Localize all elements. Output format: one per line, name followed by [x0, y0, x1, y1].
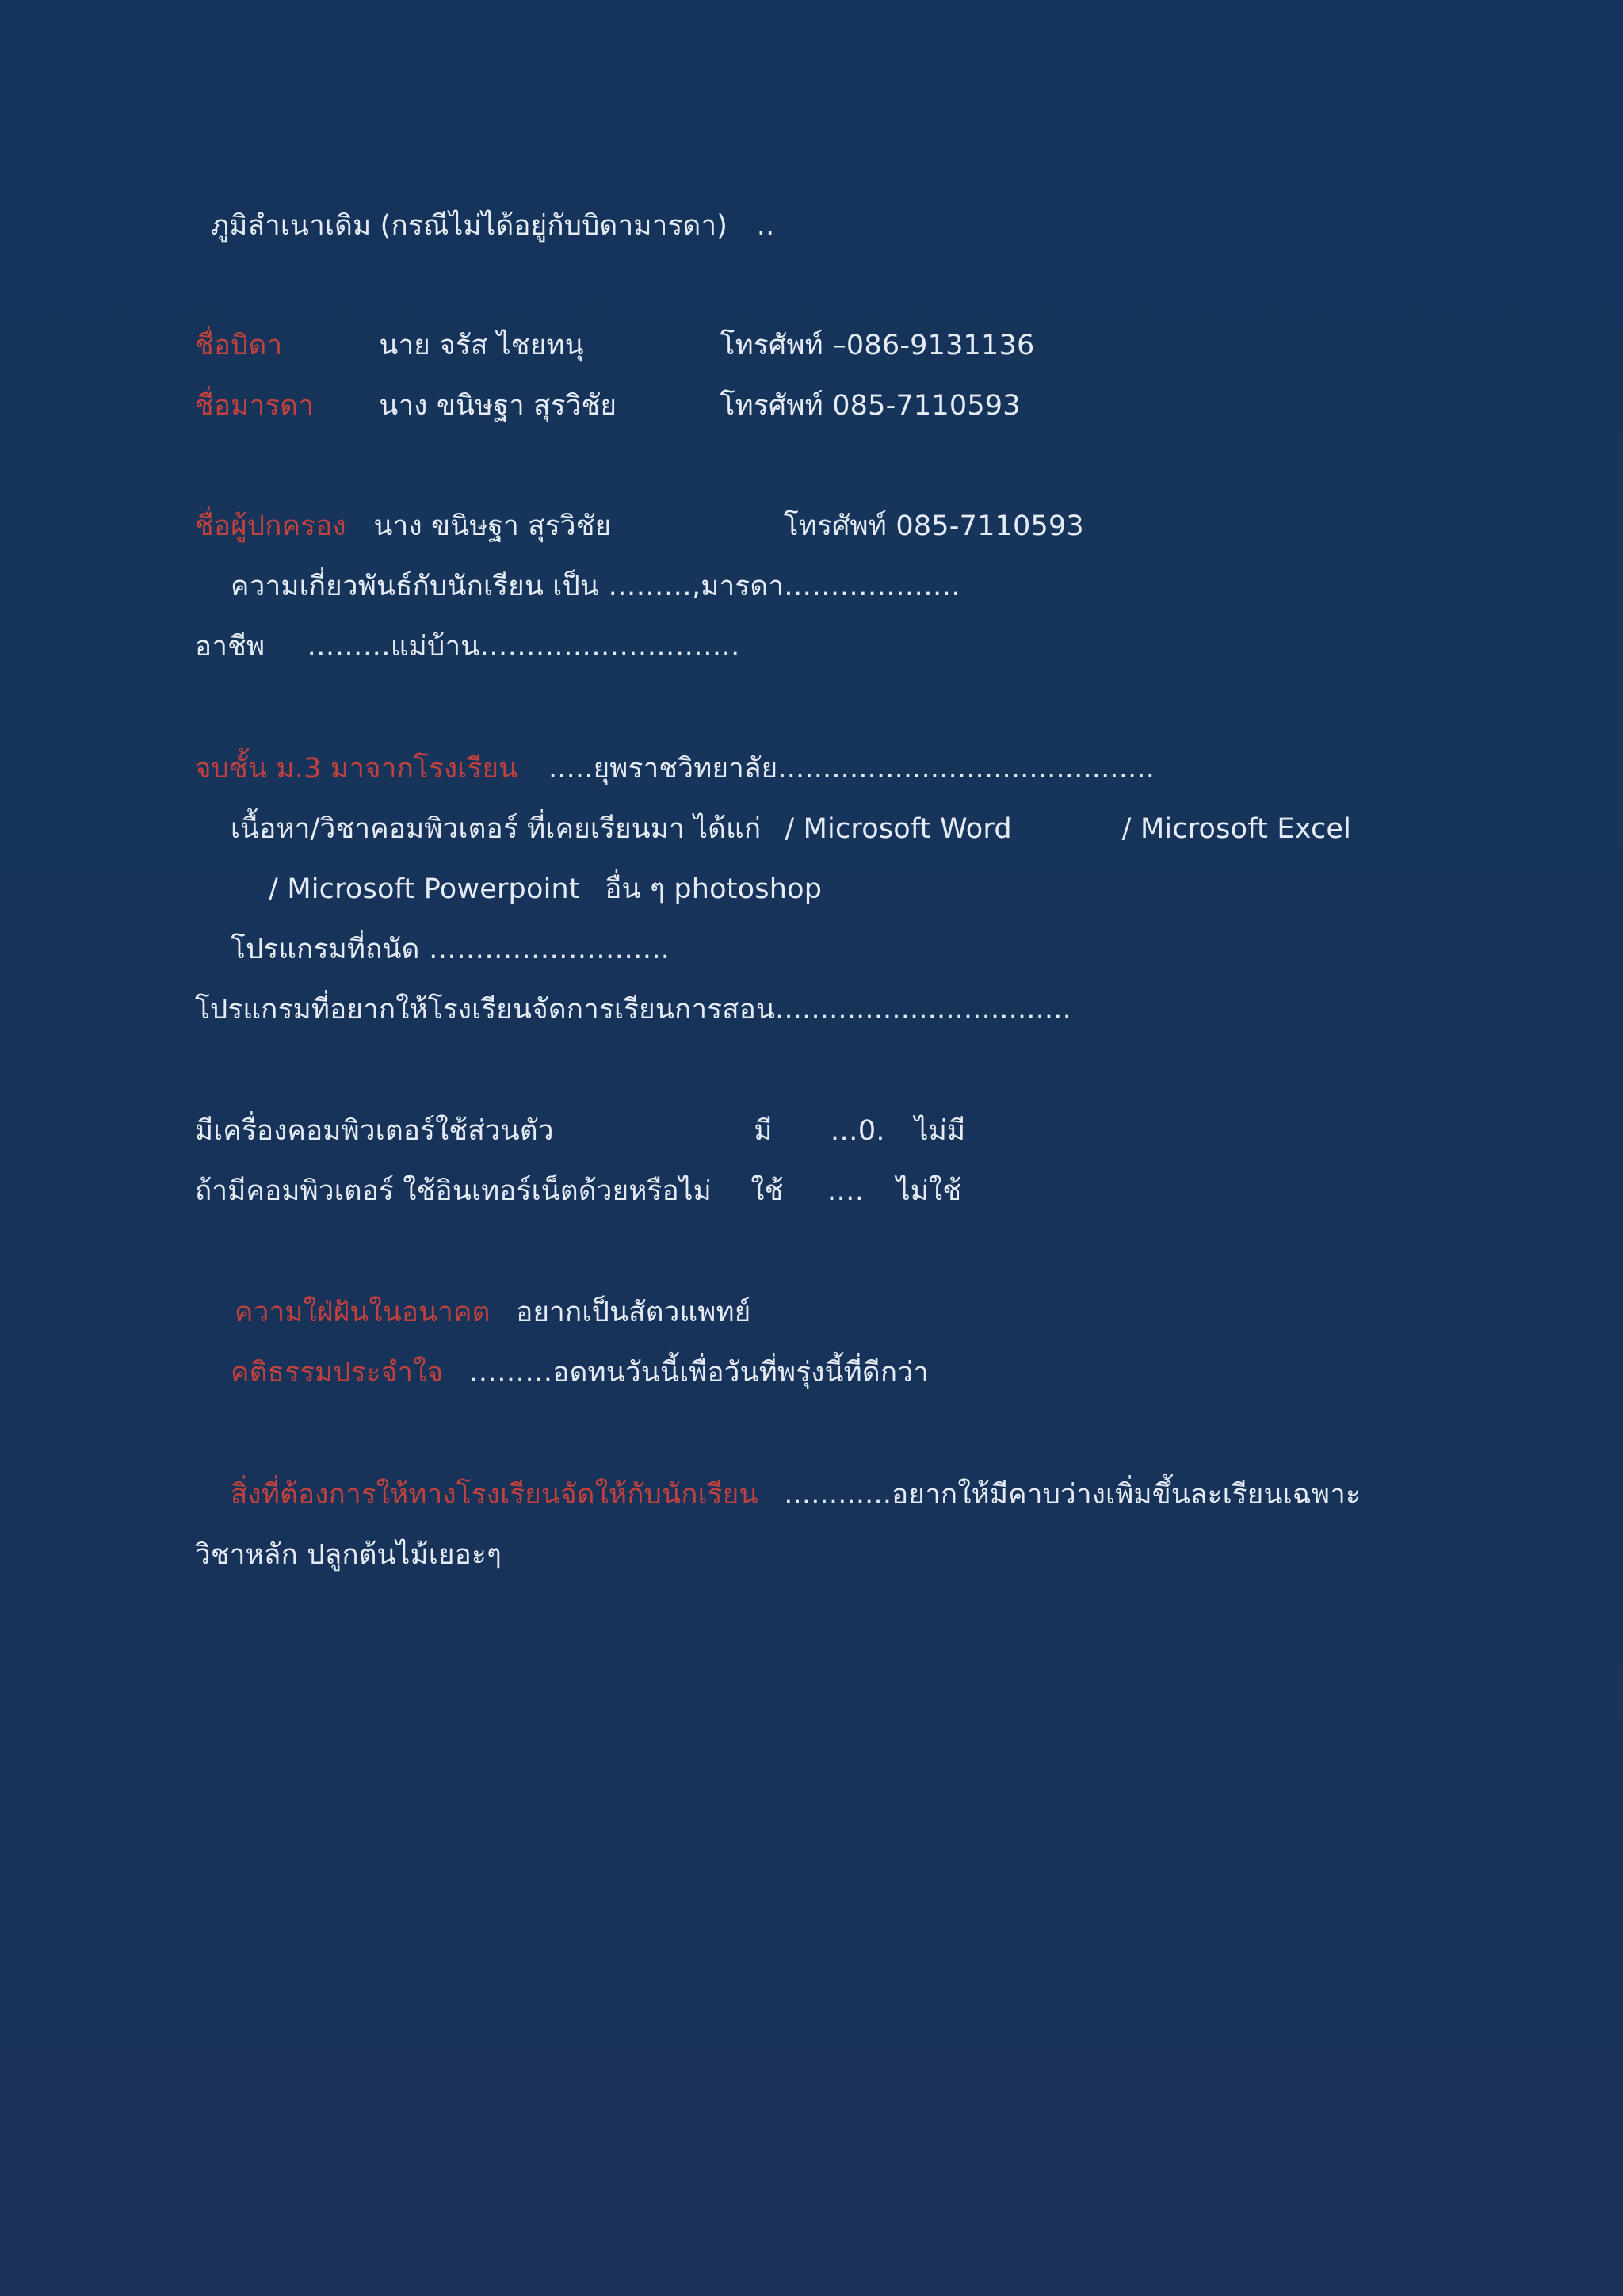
- request-value: ............อยากให้มีคาบว่างเพิ่มขึ้นละเรียนเฉพาะ: [784, 1479, 1361, 1511]
- own-computer-yes: มี: [754, 1115, 773, 1147]
- dream-line: [235, 1293, 750, 1332]
- request-line: [231, 1475, 1361, 1515]
- dream-label: ความใฝ่ฝันในอนาคต: [235, 1297, 491, 1328]
- more-subjects-line: [269, 869, 822, 909]
- request-continuation: วิชาหลัก ปลูกต้นไม้เยอะๆ: [195, 1539, 502, 1571]
- own-computer-no: ไม่มี: [914, 1115, 966, 1147]
- guardian-relationship: ความเกี่ยวพันธ์กับนักเรียน เป็น ………,มารดา……………….: [231, 571, 960, 602]
- internet-no: ไม่ใช้: [896, 1175, 962, 1207]
- request-label: สิ่งที่ต้องการให้ทางโรงเรียนจัดให้กับนักเรียน: [231, 1479, 758, 1511]
- internet-mark: ….: [827, 1175, 865, 1207]
- guardian-label: ชื่อผู้ปกครอง: [195, 510, 346, 542]
- education-label: จบชั้น ม.3 มาจากโรงเรียน: [195, 753, 518, 785]
- education-school: .....ยุพราชวิทยาลัย..........................................: [548, 753, 1155, 785]
- own-computer-line: [195, 1111, 965, 1151]
- subject-word: / Microsoft Word: [785, 813, 1012, 845]
- computer-subjects-line: [231, 809, 1351, 849]
- hometown-value: ..: [756, 210, 775, 242]
- father-phone: โทรศัพท์ –086-9131136: [720, 330, 1035, 361]
- mother-line: [195, 386, 1021, 426]
- subject-powerpoint: / Microsoft Powerpoint: [269, 873, 580, 905]
- mother-label: ชื่อมารดา: [195, 390, 315, 422]
- own-computer-label: มีเครื่องคอมพิวเตอร์ใช้ส่วนตัว: [195, 1115, 554, 1147]
- education-line: [195, 749, 1155, 789]
- motto-label: คติธรรมประจำใจ: [231, 1357, 444, 1389]
- hometown-label: ภูมิลำเนาเดิม (กรณีไม่ได้อยู่กับบิดามารดา): [211, 210, 728, 242]
- internet-label: ถ้ามีคอมพิวเตอร์ ใช้อินเทอร์เน็ตด้วยหรือไม่: [195, 1175, 712, 1207]
- guardian-phone: โทรศัพท์ 085-7110593: [783, 510, 1084, 542]
- internet-yes: ใช้: [750, 1175, 784, 1207]
- motto-value: ………อดทนวันนี้เพื่อวันที่พรุ่งนี้ที่ดีกว่า: [468, 1357, 929, 1389]
- mother-phone: โทรศัพท์ 085-7110593: [720, 390, 1021, 422]
- subject-other: อื่น ๆ photoshop: [605, 873, 823, 905]
- father-label: ชื่อบิดา: [195, 330, 283, 361]
- occupation-label: อาชีพ: [195, 631, 265, 663]
- mother-name: นาง ขนิษฐา สุรวิชัย: [379, 390, 617, 422]
- dream-value: อยากเป็นสัตวแพทย์: [516, 1297, 751, 1328]
- subject-excel: / Microsoft Excel: [1121, 813, 1352, 845]
- computer-subjects-label: เนื้อหา/วิชาคอมพิวเตอร์ ที่เคยเรียนมา ได้แก่: [231, 813, 762, 845]
- guardian-name: นาง ขนิษฐา สุรวิชัย: [373, 510, 612, 542]
- own-computer-mark: …0.: [830, 1115, 885, 1147]
- guardian-line: [195, 506, 1084, 546]
- motto-line: [231, 1353, 929, 1392]
- skilled-program: โปรแกรมที่ถนัด ……………………..: [231, 934, 670, 965]
- wanted-program: โปรแกรมที่อยากให้โรงเรียนจัดการเรียนการสอน.................................: [195, 994, 1071, 1026]
- occupation-value: ………แม่บ้าน……………………….: [307, 631, 740, 663]
- occupation-line: [195, 627, 739, 667]
- hometown-line: [211, 206, 774, 246]
- father-line: [195, 326, 1034, 365]
- father-name: นาย จรัส ไชยทนุ: [379, 330, 584, 361]
- internet-line: [195, 1171, 961, 1211]
